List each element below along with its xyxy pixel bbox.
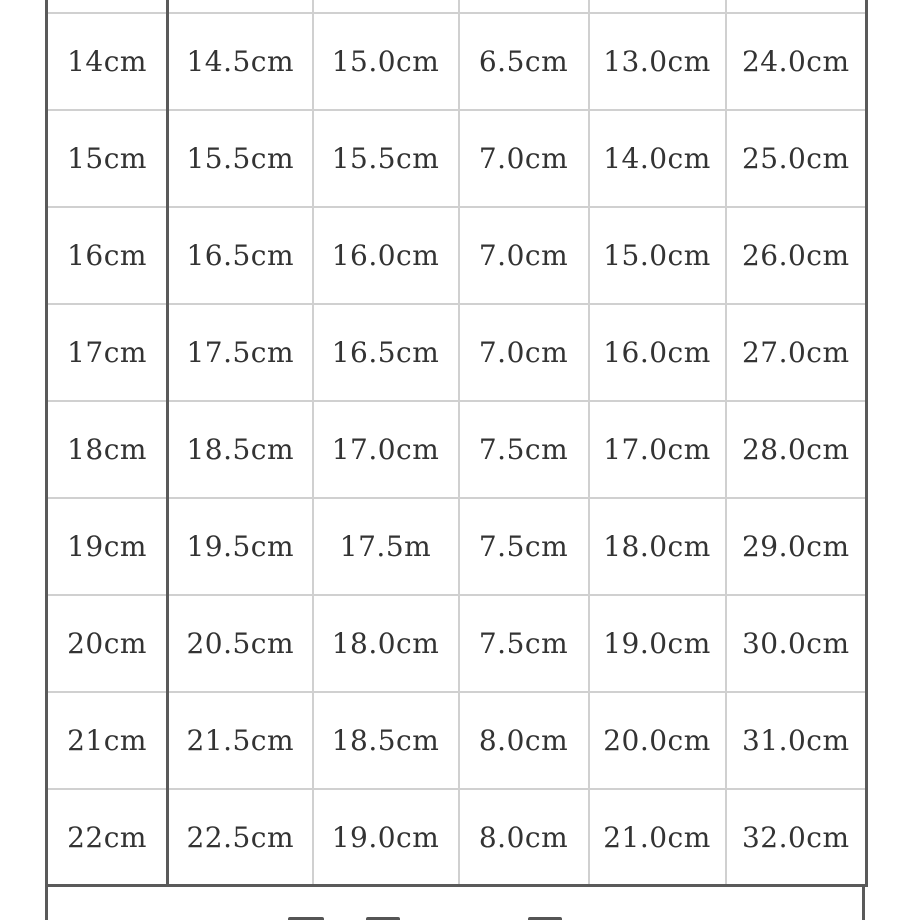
table-row [47, 304, 867, 401]
table-cell: 15.0cm [589, 207, 726, 304]
table-cell: 15.5cm [168, 110, 313, 207]
table-cell: 16.0cm [589, 304, 726, 401]
table-cell: 17.0cm [589, 401, 726, 498]
table-row [47, 207, 867, 304]
table-cell: 7.0cm [459, 110, 589, 207]
table-cell: 20.5cm [168, 595, 313, 692]
table-row [47, 498, 867, 595]
table-cell: 21.5cm [168, 692, 313, 789]
table-cell: 17.5m [313, 498, 459, 595]
table-footer-note [45, 884, 865, 920]
table-cell-clipped [168, 0, 313, 13]
size-cell: 21cm [47, 692, 168, 789]
size-cell: 15cm [47, 110, 168, 207]
table-cell: 8.0cm [459, 692, 589, 789]
size-table [45, 0, 868, 887]
table-cell: 29.0cm [726, 498, 867, 595]
table-row [47, 595, 867, 692]
table-cell: 7.0cm [459, 304, 589, 401]
size-cell: 19cm [47, 498, 168, 595]
table-cell: 19.0cm [313, 789, 459, 886]
table-cell-clipped [589, 0, 726, 13]
size-cell: 20cm [47, 595, 168, 692]
table-cell: 13.0cm [589, 13, 726, 110]
table-cell-clipped [313, 0, 459, 13]
table-cell: 19.5cm [168, 498, 313, 595]
table-cell: 16.5cm [313, 304, 459, 401]
table-cell: 21.0cm [589, 789, 726, 886]
size-table-body [47, 0, 867, 886]
table-row [47, 692, 867, 789]
table-cell: 22.5cm [168, 789, 313, 886]
table-cell: 18.0cm [313, 595, 459, 692]
size-cell: 14cm [47, 13, 168, 110]
table-cell: 8.0cm [459, 789, 589, 886]
table-cell: 18.5cm [313, 692, 459, 789]
table-cell-clipped [726, 0, 867, 13]
table-cell: 7.5cm [459, 595, 589, 692]
table-cell: 16.0cm [313, 207, 459, 304]
table-cell-clipped [47, 0, 168, 13]
table-cell: 19.0cm [589, 595, 726, 692]
table-row [47, 110, 867, 207]
table-row [47, 13, 867, 110]
table-cell: 28.0cm [726, 401, 867, 498]
table-row [47, 401, 867, 498]
table-cell: 25.0cm [726, 110, 867, 207]
table-cell: 7.5cm [459, 498, 589, 595]
table-cell: 31.0cm [726, 692, 867, 789]
table-cell: 30.0cm [726, 595, 867, 692]
size-cell: 16cm [47, 207, 168, 304]
table-cell: 7.0cm [459, 207, 589, 304]
table-cell: 20.0cm [589, 692, 726, 789]
size-cell: 22cm [47, 789, 168, 886]
table-cell: 18.0cm [589, 498, 726, 595]
table-cell: 27.0cm [726, 304, 867, 401]
size-cell: 17cm [47, 304, 168, 401]
table-row-clipped [47, 0, 867, 13]
table-cell: 17.5cm [168, 304, 313, 401]
table-cell-clipped [459, 0, 589, 13]
table-cell: 14.5cm [168, 13, 313, 110]
table-cell: 7.5cm [459, 401, 589, 498]
table-row [47, 789, 867, 886]
table-cell: 6.5cm [459, 13, 589, 110]
table-cell: 15.0cm [313, 13, 459, 110]
table-cell: 14.0cm [589, 110, 726, 207]
table-cell: 32.0cm [726, 789, 867, 886]
table-cell: 26.0cm [726, 207, 867, 304]
table-cell: 18.5cm [168, 401, 313, 498]
table-cell: 24.0cm [726, 13, 867, 110]
table-cell: 16.5cm [168, 207, 313, 304]
table-cell: 17.0cm [313, 401, 459, 498]
size-cell: 18cm [47, 401, 168, 498]
table-cell: 15.5cm [313, 110, 459, 207]
